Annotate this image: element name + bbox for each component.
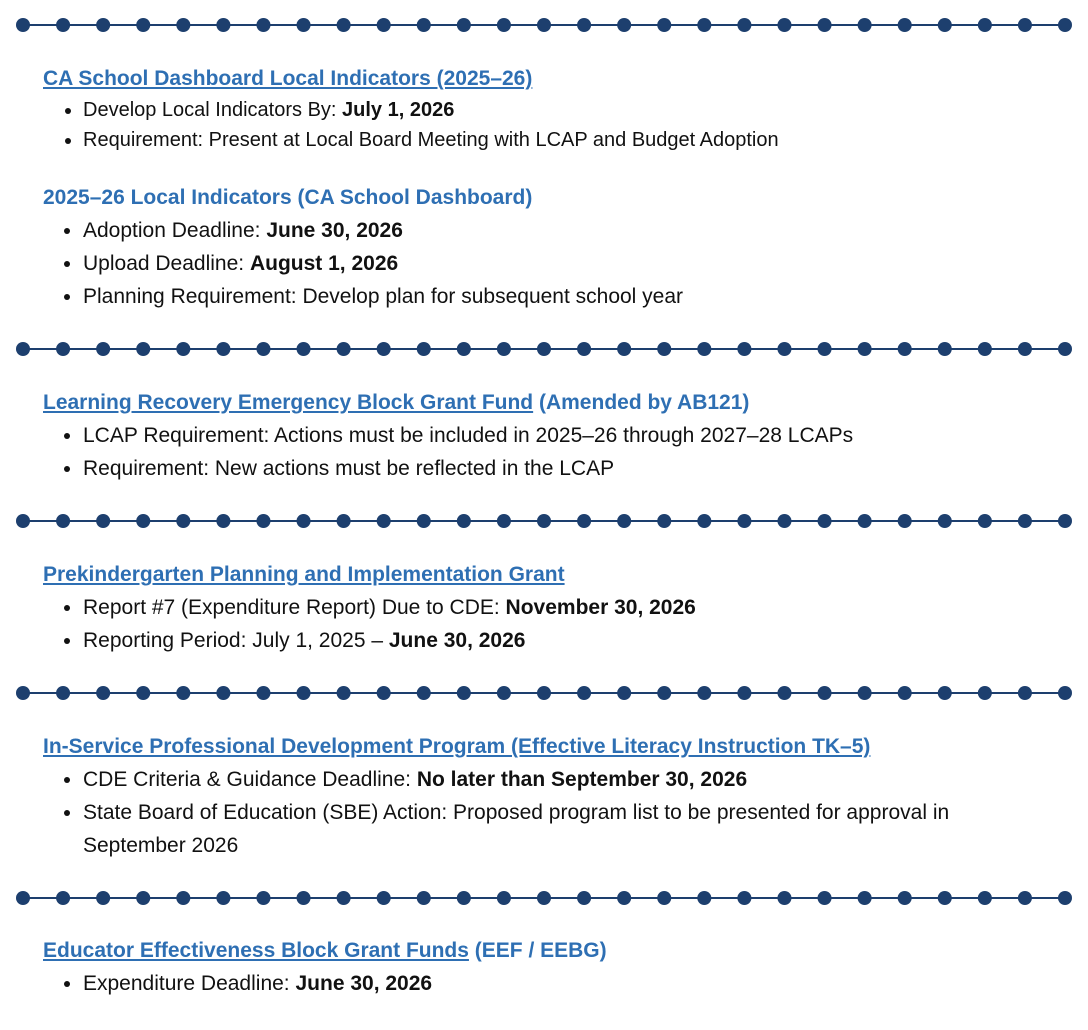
list-item: • CDE Criteria & Guidance Deadline: No later than September 30, 2026 [83,763,983,796]
divider-dot [537,18,551,32]
divider-dot [1058,891,1072,905]
divider-dot [617,342,631,356]
divider-dot [577,891,591,905]
section-title-link[interactable]: Prekindergarten Planning and Implementation Grant [43,563,565,586]
divider-dot [176,342,190,356]
list-item: • Requirement: Present at Local Board Meeting with LCAP and Budget Adoption [83,125,1073,155]
bullet-list [43,763,1073,862]
divider-dot [457,18,471,32]
dotted-divider [16,511,1072,531]
divider-dot [96,514,110,528]
divider-dot [297,514,311,528]
divider-dot [377,891,391,905]
divider-dot [657,891,671,905]
divider-dot [1058,514,1072,528]
divider-dot [497,18,511,32]
dotted-divider [16,15,1072,35]
divider-dot [938,686,952,700]
section-local-indicators-2025-26 [43,184,1073,313]
divider-dot [136,18,150,32]
divider-dot [1058,18,1072,32]
divider-dot [657,686,671,700]
divider-dot [176,18,190,32]
divider-dot [56,18,70,32]
divider-dot [818,686,832,700]
divider-dot [978,18,992,32]
divider-dot [577,342,591,356]
list-item: • Planning Requirement: Develop plan for subsequent school year [83,280,1073,313]
divider-dot [978,514,992,528]
divider-dot [457,686,471,700]
divider-dot [537,342,551,356]
divider-dot [617,891,631,905]
divider-dot [16,342,30,356]
divider-dot [938,18,952,32]
list-item: • LCAP Requirement: Actions must be included in 2025–26 through 2027–28 LCAPs [83,419,1073,452]
divider-dot [737,514,751,528]
list-item: • Requirement: New actions must be reflected in the LCAP [83,452,1073,485]
divider-dot [697,686,711,700]
divider-dot [657,514,671,528]
divider-dot [56,686,70,700]
dotted-divider [16,683,1072,703]
divider-dot [457,891,471,905]
section-prekindergarten-grant [43,561,1073,657]
section-title [43,65,1073,93]
divider-dot [657,18,671,32]
bullet-list [43,591,1073,657]
section-title [43,733,1073,761]
divider-dot [1058,342,1072,356]
divider-dot [898,342,912,356]
bullet-list [43,419,1073,485]
divider-dot [417,342,431,356]
divider-dot [96,342,110,356]
divider-dot [377,342,391,356]
divider-dot [777,686,791,700]
list-item: • Report #7 (Expenditure Report) Due to CDE: November 30, 2026 [83,591,1073,624]
divider-dot [56,342,70,356]
divider-dot [577,514,591,528]
divider-dot [818,342,832,356]
divider-dot [697,342,711,356]
divider-dot [577,686,591,700]
divider-dot [16,891,30,905]
divider-dot [256,891,270,905]
divider-dot [537,891,551,905]
divider-dot [697,18,711,32]
divider-dot [978,686,992,700]
divider-dot [297,891,311,905]
divider-dot [737,686,751,700]
divider-dot [216,514,230,528]
divider-dot [1018,514,1032,528]
divider-dot [256,18,270,32]
divider-dot [697,514,711,528]
divider-dot [1018,342,1032,356]
divider-dot [377,514,391,528]
divider-dot [858,514,872,528]
divider-dot [457,342,471,356]
divider-dot [1018,18,1032,32]
section-title-link[interactable]: Learning Recovery Emergency Block Grant Fund [43,391,534,414]
divider-dot [16,514,30,528]
divider-dot [16,18,30,32]
divider-dot [136,891,150,905]
section-in-service-pd-program [43,733,1073,862]
bullet-list [43,95,1073,155]
divider-dot [216,18,230,32]
divider-dot [938,891,952,905]
divider-dot [417,891,431,905]
list-item: • Expenditure Deadline: June 30, 2026 [83,967,1073,1000]
divider-dot [898,686,912,700]
list-item: • Adoption Deadline: June 30, 2026 [83,214,1073,247]
bullet-list [43,214,1073,313]
divider-dot [16,686,30,700]
divider-dot [777,514,791,528]
divider-dot [858,891,872,905]
divider-dot [777,891,791,905]
divider-dot [497,514,511,528]
divider-dot [216,891,230,905]
divider-dot [938,514,952,528]
divider-dot [537,514,551,528]
divider-dot [256,686,270,700]
divider-dot [56,514,70,528]
list-item: • Reporting Period: July 1, 2025 – June 30, 2026 [83,624,1073,657]
section-educator-effectiveness [43,937,1073,1000]
list-item: • Develop Local Indicators By: July 1, 2026 [83,95,1073,125]
divider-dot [417,686,431,700]
divider-dot [337,342,351,356]
divider-dot [176,686,190,700]
dotted-divider [16,339,1072,359]
divider-dot [938,342,952,356]
divider-dot [417,514,431,528]
divider-dot [497,342,511,356]
divider-dot [377,686,391,700]
section-title: Educator Effectiveness Block Grant Funds (EEF / EEBG) [43,939,607,962]
divider-dot [1018,891,1032,905]
divider-dot [858,342,872,356]
divider-dot [818,18,832,32]
divider-dot [898,18,912,32]
divider-dot [297,342,311,356]
divider-dot [577,18,591,32]
section-title: Learning Recovery Emergency Block Grant Fund (Amended by AB121) [43,391,750,414]
divider-dot [697,891,711,905]
divider-dot [136,342,150,356]
divider-dot [216,686,230,700]
divider-dot [256,514,270,528]
divider-dot [737,18,751,32]
divider-dot [457,514,471,528]
divider-dot [136,686,150,700]
bullet-list [43,967,1073,1000]
divider-dot [617,514,631,528]
divider-dot [737,891,751,905]
divider-dot [777,18,791,32]
divider-dot [858,18,872,32]
section-title-link[interactable]: In-Service Professional Development Program (Effective Literacy Instruction TK–5) [43,735,871,758]
divider-dot [858,686,872,700]
divider-dot [297,18,311,32]
divider-dot [497,891,511,905]
dotted-divider [16,888,1072,908]
section-learning-recovery [43,389,1073,485]
divider-dot [176,891,190,905]
divider-dot [337,686,351,700]
divider-dot [777,342,791,356]
list-item: • Upload Deadline: August 1, 2026 [83,247,1073,280]
divider-dot [617,686,631,700]
list-item: • State Board of Education (SBE) Action: Proposed program list to be presented for approval in September 2026 [83,796,983,862]
divider-dot [337,514,351,528]
divider-dot [256,342,270,356]
divider-dot [377,18,391,32]
divider-dot [96,686,110,700]
section-title: 2025–26 Local Indicators (CA School Dashboard) [43,186,533,209]
divider-dot [176,514,190,528]
divider-dot [337,891,351,905]
divider-dot [898,514,912,528]
divider-dot [56,891,70,905]
divider-dot [657,342,671,356]
divider-dot [978,342,992,356]
divider-dot [337,18,351,32]
section-title-link[interactable]: CA School Dashboard Local Indicators (2025–26) [43,67,533,90]
divider-dot [978,891,992,905]
divider-dot [818,514,832,528]
divider-dot [737,342,751,356]
divider-dot [1018,686,1032,700]
divider-dot [1058,686,1072,700]
divider-dot [417,18,431,32]
divider-dot [537,686,551,700]
divider-dot [898,891,912,905]
divider-dot [216,342,230,356]
section-dashboard-local-indicators [43,65,1073,155]
section-title-link[interactable]: Educator Effectiveness Block Grant Funds [43,939,469,962]
divider-dot [617,18,631,32]
divider-dot [136,514,150,528]
divider-dot [96,18,110,32]
divider-dot [497,686,511,700]
divider-dot [96,891,110,905]
section-title [43,561,1073,589]
divider-dot [297,686,311,700]
divider-dot [818,891,832,905]
